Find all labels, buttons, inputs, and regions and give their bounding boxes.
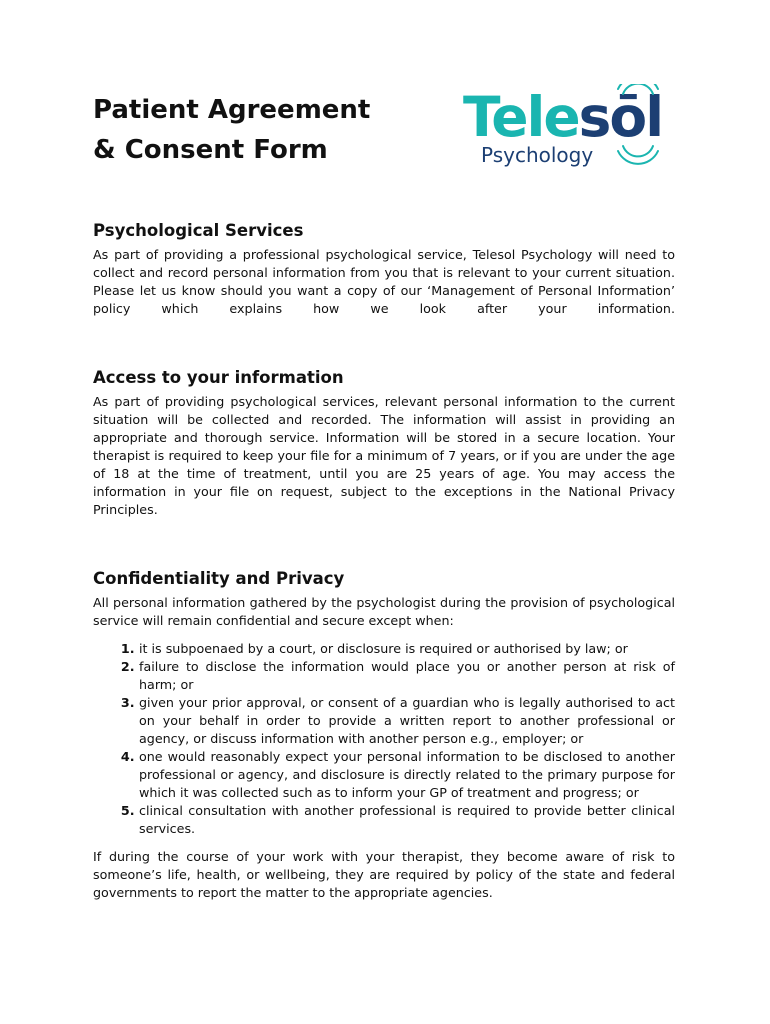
section-heading: Confidentiality and Privacy [93, 569, 345, 588]
logo-wordmark-tele: Tele [463, 85, 579, 149]
title-line-2: & Consent Form [93, 135, 328, 165]
section-psychological-services [93, 220, 675, 318]
logo-wordmark-l: l [645, 85, 663, 149]
list-item: 5. clinical consultation with another professional is required to provide better clinical services. [139, 802, 675, 838]
section-access-information [93, 367, 675, 519]
section-intro: All personal information gathered by the psychologist during the provision of psychological service will remain confidential and secure except when: [93, 595, 675, 628]
list-item: 2. failure to disclose the information would place you or another person at risk of harm; or [139, 658, 675, 694]
title-line-1: Patient Agreement [93, 95, 371, 125]
section-body: As part of providing psychological services, relevant personal information to the current situation will be collected and recorded. The information will assist in providing an appropriate and thorough service. Information will be stored in a secure location. Your therapist is required to keep your file for a minimum of 7 years, or if you are under the age of 18 at the time of treatment, until you are 25 years of age. You may access the information in your file on request, subject to the exceptions in the National Privacy Principles. [93, 394, 675, 517]
section-closing: If during the course of your work with your therapist, they become aware of risk to someone’s life, health, or wellbeing, they are required by policy of the state and federal governments to report the matter to the appropriate agencies. [93, 849, 675, 900]
logo-wordmark-s: s [578, 85, 610, 149]
list-item: 1. it is subpoenaed by a court, or disclosure is required or authorised by law; or [139, 640, 675, 658]
exceptions-list [93, 640, 675, 838]
page-title [93, 90, 370, 170]
logo-subtitle: Psychology [481, 143, 594, 167]
logo-wordmark-o: ō [609, 85, 646, 149]
section-heading: Psychological Services [93, 221, 304, 240]
list-item: 3. given your prior approval, or consent of a guardian who is legally authorised to act on your behalf in order to provide a written report to another professional or agency, or discuss information with another person e.g., employer; or [139, 694, 675, 748]
svg-text:Telesōl [463, 85, 662, 149]
section-confidentiality-privacy [93, 568, 675, 902]
telesol-psychology-logo [463, 84, 683, 174]
list-item: 4. one would reasonably expect your personal information to be disclosed to another professional or agency, and disclosure is directly related to the primary purpose for which it was collected such as to inform your GP of treatment and progress; or [139, 748, 675, 802]
section-body: As part of providing a professional psychological service, Telesol Psychology will need to collect and record personal information from you that is relevant to your current situation. Please let us know should you want a copy of our ‘Management of Personal Information’ policy which explains how we look after your information. [93, 247, 675, 316]
section-heading: Access to your information [93, 368, 344, 387]
